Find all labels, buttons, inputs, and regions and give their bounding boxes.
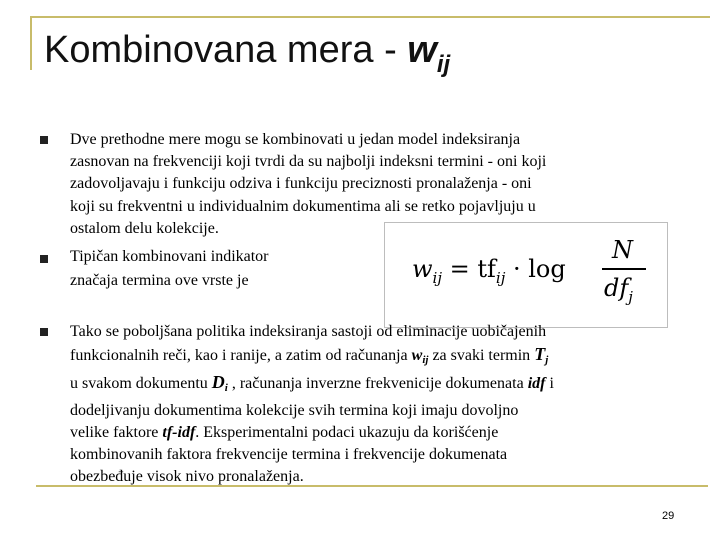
formula-numerator: N xyxy=(612,236,633,264)
bullet-marker-1 xyxy=(40,136,48,144)
bullet-marker-3 xyxy=(40,328,48,336)
slide-title: Kombinovana mera - $w_{ij}$ xyxy=(44,29,451,78)
bullet-2-text: Tipičan kombinovani indikator značaja termina ove vrste je xyxy=(70,248,269,290)
formula-denominator: $df_j$ xyxy=(604,274,633,306)
bullet-1-text: Dve prethodne mere mogu se kombinovati u jedan model indeksiranja zasnovan na frekvenciji koji tvrdi da su najbolji indeksni termini - oni koji zadovoljavaju i funkciju odziva i funkciju preciznosti pronalaženja - oni koji su frekventni u individualnim dokumentima ali se retko pojavljuju u ostalom delu kolekcije. xyxy=(70,131,547,237)
page-number: 29 xyxy=(662,510,675,522)
fraction-line xyxy=(602,268,646,270)
formula-lhs: $w_{ij} = tf_{ij} \cdot \log$ xyxy=(412,255,566,287)
bullet-marker-2 xyxy=(40,255,48,263)
bullet-3-text: Tako se poboljšana politika indeksiranja sastoji od eliminacije uobičajenih funkcionalnih reči, kao i ranije, a zatim od računanja wij za svaki termin Tj u svakom dokumentu Di , računanja inverzne frekvenicije dokumenata idf i dodeljivanju dokumentima kolekcije svih termina koji imaju dovoljno velike faktore tf-idf. Eksperimentalni podaci ukazuju da korišćenje kombinovanih faktora frekvencije termina i frekvencije dokumenata obezbeđuje visok nivo pronalaženja. xyxy=(70,323,554,486)
bottom-rule xyxy=(36,485,708,487)
